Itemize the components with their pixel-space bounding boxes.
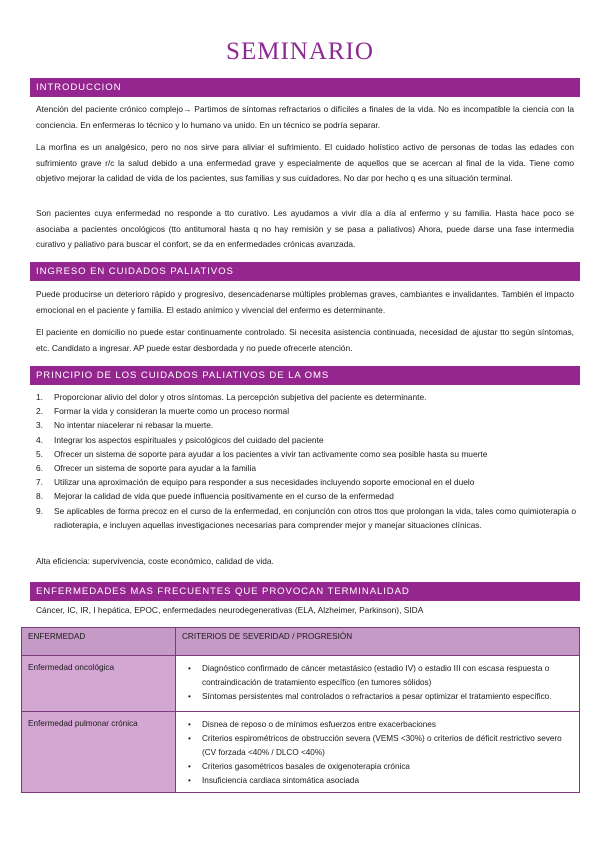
bullet-icon: • (188, 762, 191, 771)
table-row (22, 712, 580, 793)
criteria-item (184, 718, 575, 732)
list-number: 4. (36, 434, 43, 445)
bullet-icon: • (188, 692, 191, 701)
list-item-text: Se aplicables de forma precoz en el curso de la enfermedad, en conjunción con otros ttos que prolongan la vida, tales como quimioterapia o radioterapia, e incluyen aquellas investigaciones necesarias para comprender mejor y manejar situaciones clínicas. (54, 505, 576, 530)
list-number: 7. (36, 477, 43, 488)
bullet-icon: • (188, 720, 191, 729)
list-item (36, 447, 576, 461)
criteria-item (184, 690, 575, 704)
list-item (36, 390, 576, 404)
list-item-text: Proporcionar alivio del dolor y otros síntomas. La percepción subjetiva del paciente es determinante. (54, 392, 427, 402)
list-item-text: No intentar niacelerar ni rebasar la muerte. (54, 420, 214, 431)
disease-cell: Enfermedad pulmonar crónica (22, 712, 176, 793)
list-item-text: Integrar los aspectos espirituales y psicológicos del cuidado del paciente (54, 434, 324, 445)
list-number: 3. (36, 420, 43, 431)
severity-criteria-table (21, 627, 580, 793)
list-item (36, 461, 576, 475)
disease-cell: Enfermedad oncológica (22, 656, 176, 712)
bullet-icon: • (188, 776, 191, 785)
ingreso-paragraph-1: Puede producirse un deterioro rápido y progresivo, desencadenarse múltiples problemas graves, cambiantes e invalidantes. También el impacto emocional en el paciente y familia. El estado anímico y vivencial del enfermo es determinante. (36, 289, 574, 315)
efficiency-note: Alta eficiencia: supervivencia, coste económico, calidad de vida. (36, 556, 274, 566)
list-number: 5. (36, 448, 43, 459)
list-number: 8. (36, 491, 43, 502)
list-item (36, 418, 576, 432)
list-item-text: Ofrecer un sistema de soporte para ayudar a la familia (54, 463, 257, 474)
criteria-text: Disnea de reposo o de mínimos esfuerzos entre exacerbaciones (202, 720, 436, 729)
list-item-text: Utilizar una aproximación de equipo para responder a sus necesidades incluyendo soporte emocional en el duelo (54, 477, 475, 488)
section-heading-enfermedades: ENFERMEDADES MAS FRECUENTES QUE PROVOCAN TERMINALIDAD (30, 582, 580, 601)
bullet-icon: • (188, 664, 191, 673)
list-item-text: Formar la vida y consideran la muerte como un proceso normal (54, 406, 290, 417)
criteria-item (184, 732, 575, 760)
criteria-text: Criterios gasométricos basales de oxigenoterapia crónica (202, 762, 410, 771)
intro-paragraph-3: Son pacientes cuya enfermedad no responde a tto curativo. Les ayudamos a vivir día a día al enfermo y su familia. Hasta hace poco se asociaba a pacientes oncológicos (tto antitumoral hasta q no hay remisión y se pasa a paliativos) Ahora, puede darse una fase intermedia curativo y paliativo para buscar el confort, se da en enfermedades crónicas avanzada. (36, 208, 574, 250)
intro-paragraph-2: La morfina es un analgésico, pero no nos sirve para aliviar el sufrimiento. El cuidado holístico activo de personas de todas las edades con sufrimiento grave r/c la salud debido a una enfermedad grave y especialmente de aquellos que se acercan al final de la vida. Tiene como objetivo mejorar la calidad de vida de los pacientes, sus familias y sus cuidadores. No dar por hecho q es una situación terminal. (36, 142, 574, 184)
ingreso-paragraph-2: El paciente en domicilio no puede estar continuamente controlado. Si necesita asistencia continuada, necesidad de ajustar tto según síntomas, etc. Candidato a ingresar. AP puede estar desbordada y no puede ofrecerle atención. (36, 327, 574, 353)
criteria-cell (176, 656, 580, 712)
criteria-cell (176, 712, 580, 793)
list-item (36, 475, 576, 489)
criteria-item (184, 774, 575, 788)
criteria-text: Diagnóstico confirmado de cáncer metastásico (estadio IV) o estadio III con escasa respuesta o contraindicación de tratamiento específico (en tumores sólidos) (202, 664, 550, 687)
section-heading-principios: PRINCIPIO DE LOS CUIDADOS PALIATIVOS DE LA OMS (30, 366, 580, 385)
table-row (22, 656, 580, 712)
criteria-item (184, 760, 575, 774)
list-number: 6. (36, 463, 43, 474)
criteria-text: Insuficiencia cardiaca sintomática asociada (202, 776, 360, 785)
list-item (36, 489, 576, 503)
criteria-text: Síntomas persistentes mal controlados o refractarios a pesar optimizar el tratamiento específico. (202, 692, 552, 701)
diseases-list-text: Cáncer, IC, IR, I hepática, EPOC, enfermedades neurodegenerativas (ELA, Alzheimer, Parkinson), SIDA (36, 605, 424, 615)
list-item-text: Ofrecer un sistema de soporte para ayudar a los pacientes a vivir tan activamente como sea posible hasta su muerte (54, 448, 488, 459)
list-item (36, 404, 576, 418)
list-item-text: Mejorar la calidad de vida que puede influencia positivamente en el curso de la enfermedad (54, 491, 394, 502)
list-number: 9. (36, 505, 43, 516)
page-title: SEMINARIO (226, 38, 374, 65)
list-item (36, 504, 576, 532)
bullet-icon: • (188, 734, 191, 743)
column-header-criterios: CRITERIOS DE SEVERIDAD / PROGRESIÓN (176, 628, 580, 656)
principles-list (36, 390, 576, 532)
list-item (36, 433, 576, 447)
criteria-text: Criterios espirométricos de obstrucción severa (VEMS <30%) o criterios de déficit restrictivo severo (CV forzada <40% / DLCO <40%) (202, 734, 562, 757)
table-header-row (22, 628, 580, 656)
section-heading-ingreso: INGRESO EN CUIDADOS PALIATIVOS (30, 262, 580, 281)
criteria-item (184, 662, 575, 690)
list-number: 1. (36, 392, 43, 402)
section-heading-introduccion: INTRODUCCION (30, 78, 580, 97)
list-number: 2. (36, 406, 43, 417)
intro-paragraph-1: Atención del paciente crónico complejo→ Partimos de síntomas refractarios o difíciles a finales de la vida. No es incompatible la ciencia con la conciencia. En enfermeras lo técnico y lo humano va unido. En un técnico se podría separar. (36, 104, 574, 130)
column-header-enfermedad: ENFERMEDAD (22, 628, 176, 656)
